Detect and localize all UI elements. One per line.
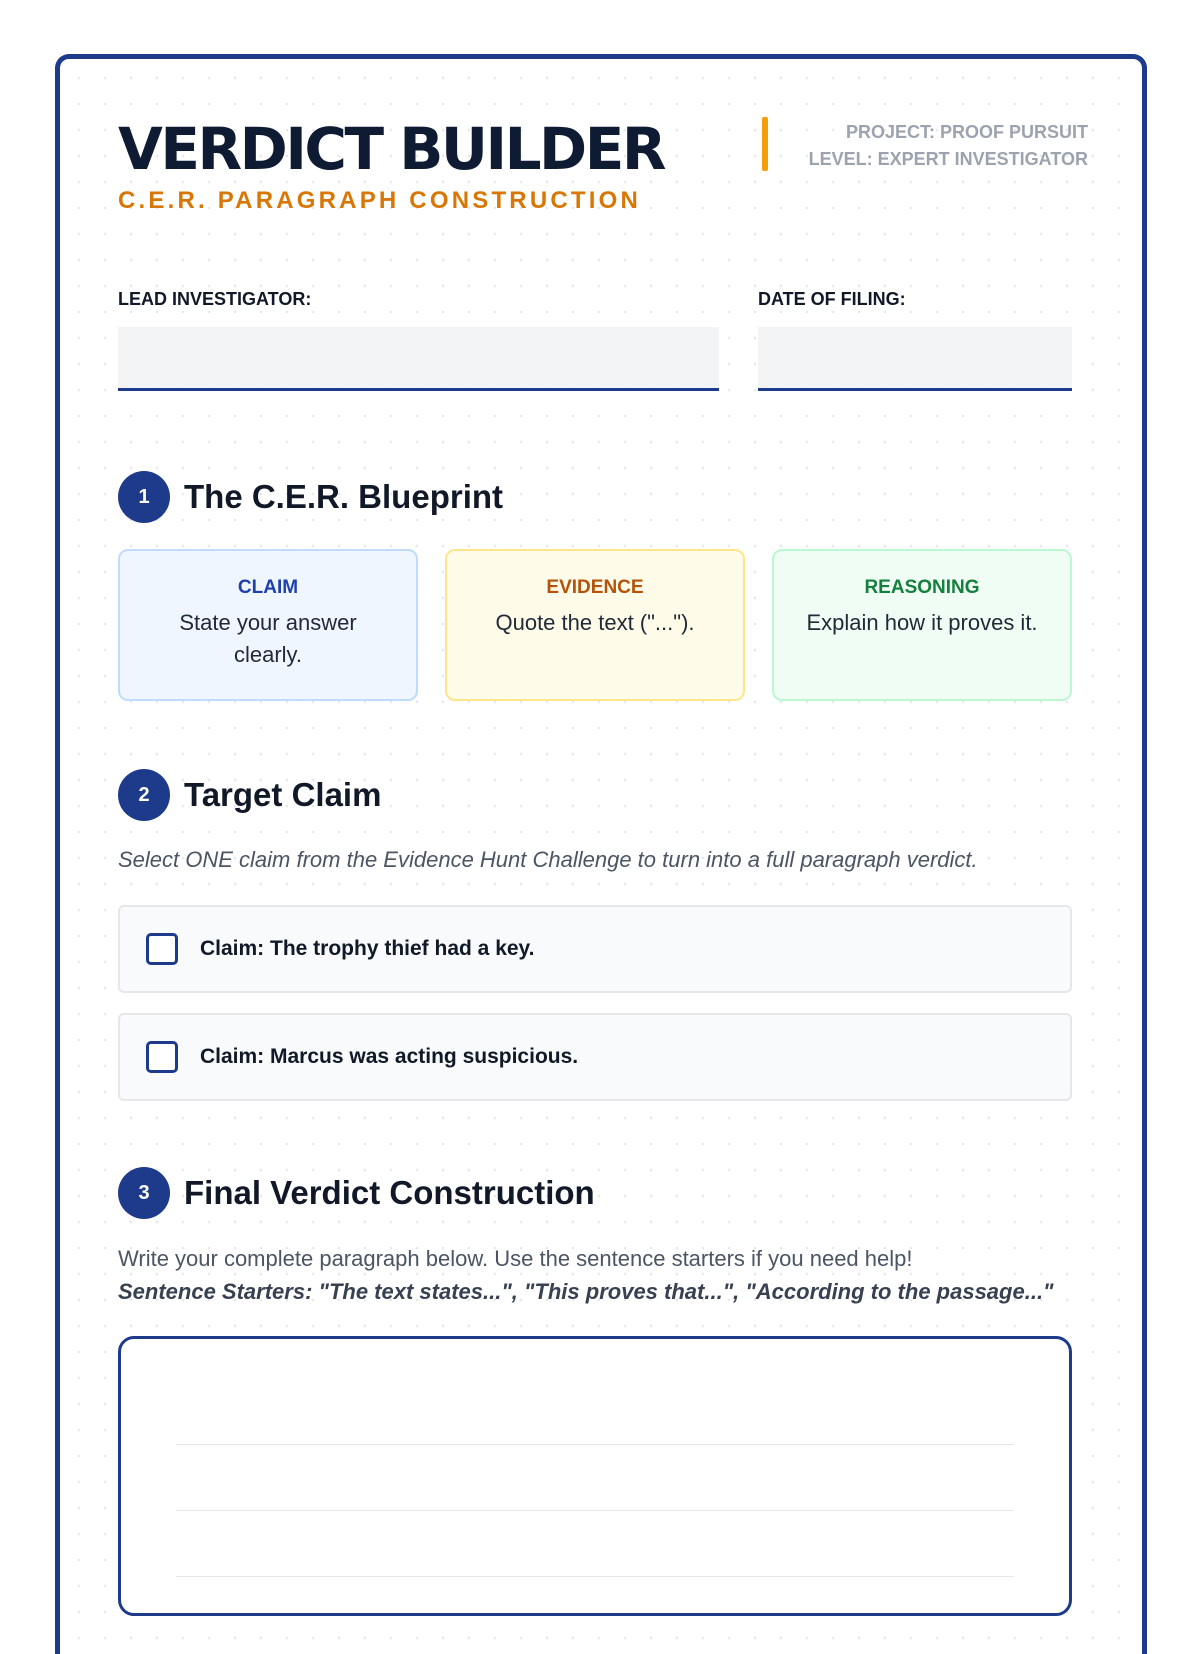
claim-instruction: Select ONE claim from the Evidence Hunt Challenge to turn into a full paragraph verdict. xyxy=(118,847,978,872)
writing-line xyxy=(176,1444,1014,1445)
checkbox[interactable] xyxy=(146,933,178,965)
writing-line xyxy=(176,1510,1014,1511)
worksheet-subtitle: C.E.R. PARAGRAPH CONSTRUCTION xyxy=(118,187,642,214)
section-number-badge: 2 xyxy=(118,769,170,821)
checkbox[interactable] xyxy=(146,1041,178,1073)
meta-accent-bar xyxy=(762,117,768,171)
evidence-card-text: Quote the text ("..."). xyxy=(495,610,695,635)
project-name: PROJECT: PROOF PURSUIT xyxy=(845,122,1088,142)
project-level: LEVEL: EXPERT INVESTIGATOR xyxy=(808,149,1088,169)
claim-option-label: Claim: The trophy thief had a key. xyxy=(200,937,535,960)
section-title: The C.E.R. Blueprint xyxy=(184,478,504,515)
reasoning-card-text: Explain how it proves it. xyxy=(806,610,1038,635)
claim-option[interactable] xyxy=(118,905,1072,993)
section-number-badge: 1 xyxy=(118,471,170,523)
claim-option-label: Claim: Marcus was acting suspicious. xyxy=(200,1045,579,1068)
section-title: Final Verdict Construction xyxy=(184,1174,595,1211)
section-number-badge: 3 xyxy=(118,1167,170,1219)
investigator-label: LEAD INVESTIGATOR: xyxy=(118,289,312,309)
date-input[interactable] xyxy=(758,327,1072,391)
project-meta xyxy=(809,119,1088,173)
sentence-starters: Sentence Starters: "The text states...", "This proves that...", "According to the passage..." xyxy=(118,1279,1054,1304)
reasoning-card-heading: REASONING xyxy=(864,577,980,598)
reasoning-card xyxy=(772,549,1072,701)
date-label: DATE OF FILING: xyxy=(758,289,906,309)
claim-option[interactable] xyxy=(118,1013,1072,1101)
worksheet-title: VERDICT BUILDER xyxy=(118,115,664,183)
paragraph-instruction: Write your complete paragraph below. Use the sentence starters if you need help! xyxy=(118,1246,913,1271)
investigator-input[interactable] xyxy=(118,327,719,391)
evidence-card-heading: EVIDENCE xyxy=(546,577,644,598)
writing-line xyxy=(176,1576,1014,1577)
claim-card-text: State your answer clearly. xyxy=(179,610,357,667)
verdict-writing-area[interactable] xyxy=(118,1336,1072,1616)
section-title: Target Claim xyxy=(184,776,382,813)
worksheet xyxy=(55,54,1147,1654)
claim-card xyxy=(118,549,418,701)
evidence-card xyxy=(445,549,745,701)
claim-card-heading: CLAIM xyxy=(237,577,299,598)
